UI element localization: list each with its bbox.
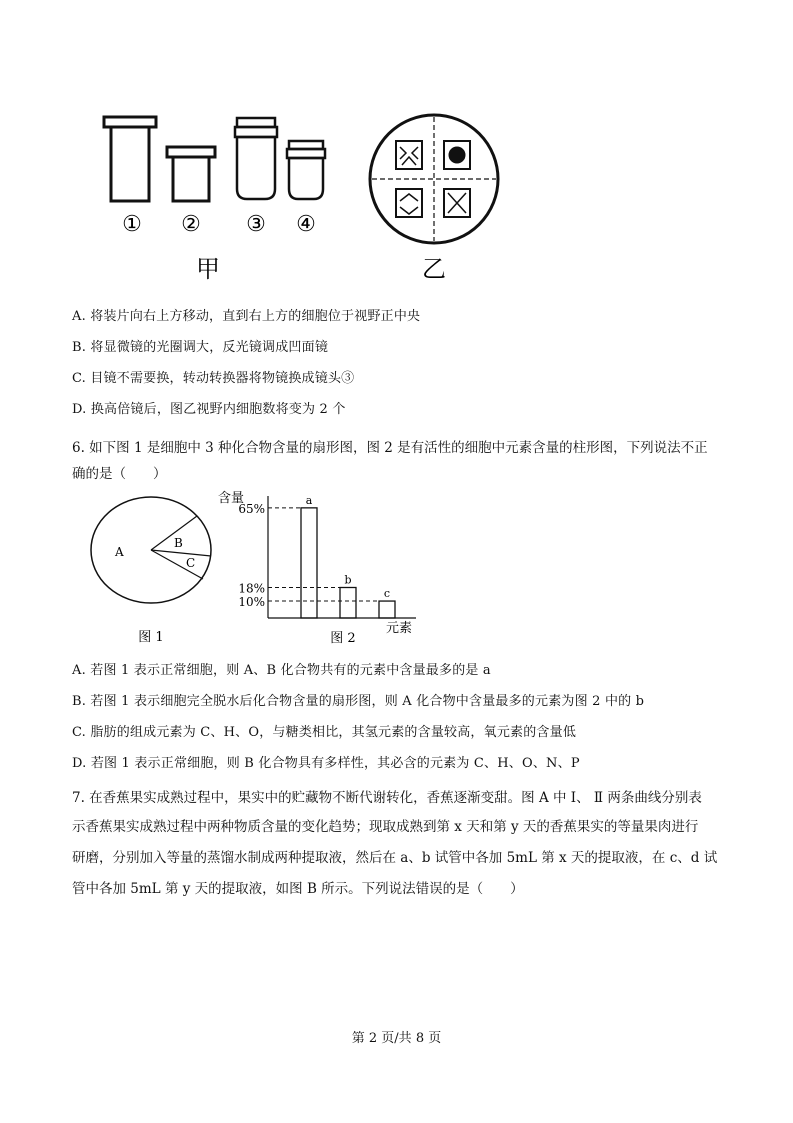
bar-label-b: b <box>344 573 352 587</box>
lens-number-2: ② <box>181 212 201 237</box>
fig2-caption: 图 2 <box>330 631 356 646</box>
q5-option-a: A. 将装片向右上方移动，直到右上方的细胞位于视野正中央 <box>72 309 421 324</box>
objective-3-icon <box>235 118 277 199</box>
q6-stem-line1: 6. 如下图 1 是细胞中 3 种化合物含量的扇形图，图 2 是有活性的细胞中元素含量的柱形图，下列说法不正 <box>72 440 708 456</box>
pie-slice-c-label: C <box>186 556 196 570</box>
bar-c <box>379 601 395 618</box>
y-tick-label-b: 18% <box>238 581 265 596</box>
q6-option-d: D. 若图 1 表示正常细胞，则 B 化合物具有多样性，其必含的元素为 C、H、O、N、P <box>72 756 580 771</box>
eyepiece-1-icon <box>104 117 156 201</box>
x-axis-label: 元素 <box>386 621 413 636</box>
pie-slice-a-label: A <box>115 545 124 559</box>
fig1-caption: 图 1 <box>138 630 164 645</box>
bar-b <box>340 588 356 619</box>
eyepiece-2-icon <box>167 147 215 201</box>
q5-option-c: C. 目镜不需要换，转动转换器将物镜换成镜头③ <box>72 371 355 386</box>
label-jia: 甲 <box>196 255 220 283</box>
lens-number-3: ③ <box>246 212 266 237</box>
field-of-view-icon <box>370 115 498 243</box>
microscope-figure <box>90 105 510 290</box>
q7-line4: 管中各加 5mL 第 y 天的提取液，如图 B 所示。下列说法错误的是（ ） <box>72 881 524 897</box>
y-tick-label-c: 10% <box>238 595 265 610</box>
pie-slice-b-label: B <box>174 536 183 550</box>
label-yi: 乙 <box>422 255 446 283</box>
q5-option-d: D. 换高倍镜后，图乙视野内细胞数将变为 2 个 <box>72 402 346 417</box>
pie-figure-1 <box>85 495 225 650</box>
y-axis-label: 含量 <box>218 491 245 506</box>
q5-option-b: B. 将显微镜的光圈调大，反光镜调成凹面镜 <box>72 340 329 355</box>
bar-label-a: a <box>305 493 313 507</box>
q7-line2: 示香蕉果实成熟过程中两种物质含量的变化趋势；现取成熟到第 x 天和第 y 天的香蕉果实的等量果肉进行 <box>72 819 699 835</box>
q7-line3: 研磨，分别加入等量的蒸馏水制成两种提取液，然后在 a、b 试管中各加 5mL 第 x 天的提取液，在 c、d 试 <box>72 850 718 866</box>
q6-option-a: A. 若图 1 表示正常细胞，则 A、B 化合物共有的元素中含量最多的是 a <box>72 663 491 678</box>
q7-line1: 7. 在香蕉果实成熟过程中，果实中的贮藏物不断代谢转化，香蕉逐渐变甜。图 A 中 Ⅰ、 Ⅱ 两条曲线分别表 <box>72 790 702 806</box>
lens-number-4: ④ <box>296 212 316 237</box>
q6-stem-line2: 确的是（ ） <box>72 466 167 482</box>
q6-option-b: B. 若图 1 表示细胞完全脱水后化合物含量的扇形图，则 A 化合物中含量最多的元素为图 2 中的 b <box>72 694 645 709</box>
objective-4-icon <box>287 141 325 199</box>
bar-chart-figure-2 <box>210 488 430 650</box>
page-footer: 第 2 页/共 8 页 <box>351 1031 442 1046</box>
q6-option-c: C. 脂肪的组成元素为 C、H、O，与糖类相比，其氢元素的含量较高，氧元素的含量低 <box>72 725 577 740</box>
y-tick-label-a: 65% <box>238 501 265 516</box>
bar-label-c: c <box>383 587 391 601</box>
lens-number-1: ① <box>122 212 142 237</box>
